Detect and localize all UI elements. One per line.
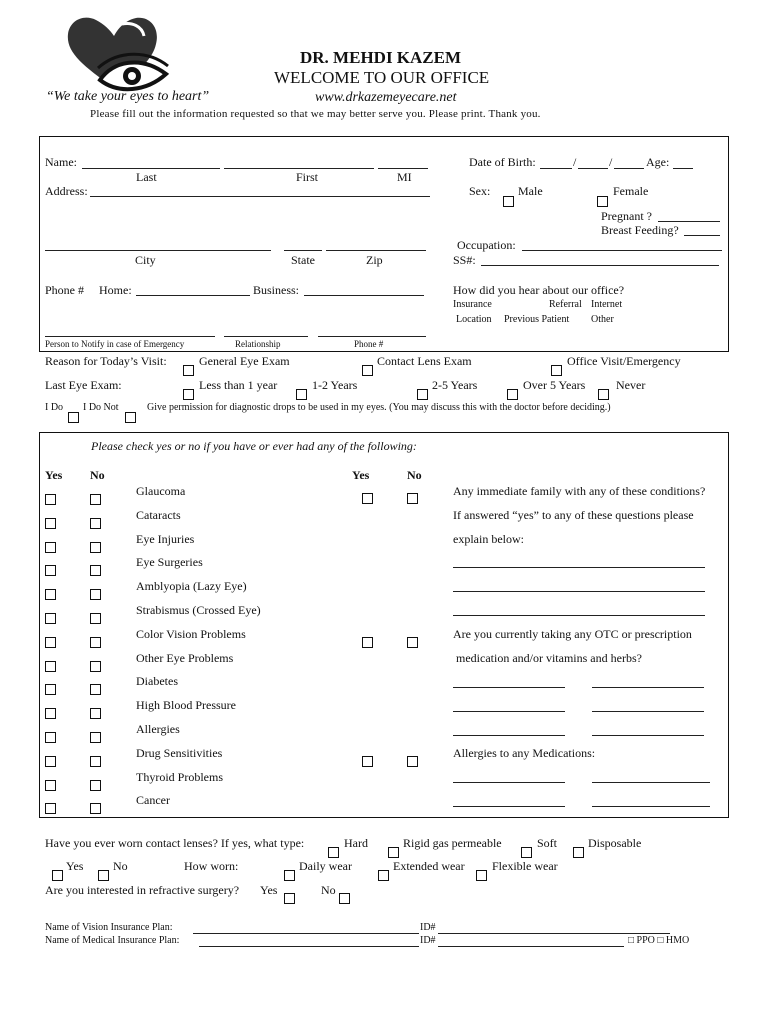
refractive-no-label: No xyxy=(321,883,336,897)
rgp-label: Rigid gas permeable xyxy=(403,836,502,850)
allergies-question: Allergies to any Medications: xyxy=(453,746,596,760)
address-label: Address: xyxy=(45,184,88,198)
contact-exam-label: Contact Lens Exam xyxy=(377,354,472,368)
hear-internet[interactable]: Internet xyxy=(591,299,623,310)
last-name-field[interactable] xyxy=(82,168,220,169)
over-5-label: Over 5 Years xyxy=(523,378,586,392)
condition-no-checkbox[interactable] xyxy=(90,494,101,505)
refractive-yes-checkbox[interactable] xyxy=(284,893,295,904)
soft-checkbox[interactable] xyxy=(521,847,532,858)
refractive-no-checkbox[interactable] xyxy=(339,893,350,904)
condition-no-checkbox[interactable] xyxy=(90,565,101,576)
i-do-not-label: I Do Not xyxy=(83,402,119,413)
family-explain-line1: If answered “yes” to any of these questions please xyxy=(453,508,694,522)
allergies-no-checkbox[interactable] xyxy=(407,756,418,767)
extended-wear-label: Extended wear xyxy=(393,859,465,873)
last-caption: Last xyxy=(136,170,157,184)
emergency-person-caption: Person to Notify in case of Emergency xyxy=(45,339,185,349)
occupation-label: Occupation: xyxy=(457,238,516,252)
emergency-person-field[interactable] xyxy=(45,336,215,337)
condition-no-checkbox[interactable] xyxy=(90,589,101,600)
instructions: Please fill out the information requested so that we may better serve you. Please print. Thank you. xyxy=(90,108,541,120)
med-line-3a[interactable] xyxy=(453,735,565,736)
pregnant-label: Pregnant ? xyxy=(601,209,652,223)
vision-insurance-field[interactable] xyxy=(193,933,419,934)
medical-insurance-label: Name of Medical Insurance Plan: xyxy=(45,935,180,946)
contacts-question: Have you ever worn contact lenses? If yes, what type: xyxy=(45,836,305,850)
general-exam-checkbox[interactable] xyxy=(183,365,194,376)
contacts-yes-checkbox[interactable] xyxy=(52,870,63,881)
medical-id-label: ID# xyxy=(420,935,436,946)
condition-no-checkbox[interactable] xyxy=(90,684,101,695)
extended-wear-checkbox[interactable] xyxy=(378,870,389,881)
refractive-question: Are you interested in refractive surgery? xyxy=(45,883,240,897)
condition-label: Thyroid Problems xyxy=(136,770,223,784)
breast-feeding-label: Breast Feeding? xyxy=(601,223,679,237)
flexible-wear-label: Flexible wear xyxy=(492,859,558,873)
tagline: “We take your eyes to heart” xyxy=(46,89,210,104)
hear-other[interactable]: Other xyxy=(591,314,614,325)
dob-year-field[interactable] xyxy=(614,168,644,169)
family-explain-line2: explain below: xyxy=(453,532,524,546)
explain-line-3[interactable] xyxy=(453,615,705,616)
condition-no-checkbox[interactable] xyxy=(90,518,101,529)
general-exam-label: General Eye Exam xyxy=(199,354,290,368)
welcome-heading: WELCOME TO OUR OFFICE xyxy=(274,68,490,87)
name-label: Name: xyxy=(45,155,77,169)
ppo-hmo-options[interactable]: □ PPO □ HMO xyxy=(628,935,690,946)
i-do-checkbox[interactable] xyxy=(68,412,79,423)
condition-no-checkbox[interactable] xyxy=(90,732,101,743)
rgp-checkbox[interactable] xyxy=(388,847,399,858)
condition-no-checkbox[interactable] xyxy=(90,708,101,719)
vision-id-label: ID# xyxy=(420,922,436,933)
allergy-line-1a[interactable] xyxy=(453,782,565,783)
dob-month-field[interactable] xyxy=(540,168,572,169)
business-phone-field[interactable] xyxy=(304,295,424,296)
daily-wear-label: Daily wear xyxy=(299,859,352,873)
dob-slash-1: / xyxy=(573,155,577,169)
never-checkbox[interactable] xyxy=(598,389,609,400)
less-than-1-label: Less than 1 year xyxy=(199,378,278,392)
condition-yes-checkbox[interactable] xyxy=(45,637,56,648)
doctor-name: DR. MEHDI KAZEM xyxy=(300,48,462,67)
mi-field[interactable] xyxy=(378,168,428,169)
business-phone-label: Business: xyxy=(253,283,300,297)
hear-about-label: How did you hear about our office? xyxy=(453,283,625,297)
condition-label: Color Vision Problems xyxy=(136,627,246,641)
condition-label: High Blood Pressure xyxy=(136,698,236,712)
no-header-family: No xyxy=(407,468,422,482)
family-question: Any immediate family with any of these conditions? xyxy=(453,484,706,498)
condition-no-checkbox[interactable] xyxy=(90,780,101,791)
home-phone-label: Home: xyxy=(99,283,132,297)
allergy-line-2b[interactable] xyxy=(592,806,710,807)
female-checkbox[interactable] xyxy=(597,196,608,207)
contacts-no-checkbox[interactable] xyxy=(98,870,109,881)
medical-id-field[interactable] xyxy=(438,946,624,947)
heart-eye-logo xyxy=(62,10,172,96)
over-5-checkbox[interactable] xyxy=(507,389,518,400)
zip-caption: Zip xyxy=(366,253,383,267)
yes-header: Yes xyxy=(45,468,63,482)
allergies-yes-checkbox[interactable] xyxy=(362,756,373,767)
condition-no-checkbox[interactable] xyxy=(90,661,101,672)
ssn-field[interactable] xyxy=(481,265,719,266)
website[interactable]: www.drkazemeyecare.net xyxy=(315,90,457,105)
otc-question-line1: Are you currently taking any OTC or prescription xyxy=(453,627,692,641)
allergy-line-1b[interactable] xyxy=(592,782,710,783)
condition-yes-checkbox[interactable] xyxy=(45,542,56,553)
male-checkbox[interactable] xyxy=(503,196,514,207)
otc-yes-checkbox[interactable] xyxy=(362,637,373,648)
city-field[interactable] xyxy=(45,250,271,251)
condition-label: Glaucoma xyxy=(136,484,186,498)
hear-location[interactable]: Location xyxy=(456,314,492,325)
med-line-2a[interactable] xyxy=(453,711,565,712)
condition-no-checkbox[interactable] xyxy=(90,613,101,624)
allergy-line-2a[interactable] xyxy=(453,806,565,807)
never-label: Never xyxy=(616,378,646,392)
condition-yes-checkbox[interactable] xyxy=(45,780,56,791)
disposable-checkbox[interactable] xyxy=(573,847,584,858)
med-line-2b[interactable] xyxy=(592,711,704,712)
relationship-field[interactable] xyxy=(224,336,308,337)
medical-insurance-field[interactable] xyxy=(199,946,419,947)
condition-label: Diabetes xyxy=(136,674,178,688)
condition-yes-checkbox[interactable] xyxy=(45,661,56,672)
contacts-yes-label: Yes xyxy=(66,859,84,873)
sex-label: Sex: xyxy=(469,184,491,198)
male-label: Male xyxy=(518,184,543,198)
less-than-1-checkbox[interactable] xyxy=(183,389,194,400)
condition-yes-checkbox[interactable] xyxy=(45,518,56,529)
phone-label: Phone # xyxy=(45,283,84,297)
explain-line-2[interactable] xyxy=(453,591,705,592)
office-visit-label: Office Visit/Emergency xyxy=(567,354,681,368)
consent-text: Give permission for diagnostic drops to be used in my eyes. (You may discuss this with the doctor before deciding.) xyxy=(147,402,611,413)
condition-yes-checkbox[interactable] xyxy=(45,708,56,719)
dob-day-field[interactable] xyxy=(578,168,608,169)
history-prompt: Please check yes or no if you have or ever had any of the following: xyxy=(91,439,417,453)
city-caption: City xyxy=(135,253,156,267)
condition-yes-checkbox[interactable] xyxy=(45,494,56,505)
condition-yes-checkbox[interactable] xyxy=(45,756,56,767)
state-field[interactable] xyxy=(284,250,322,251)
condition-label: Allergies xyxy=(136,722,180,736)
hear-referral[interactable]: Referral xyxy=(549,299,582,310)
zip-field[interactable] xyxy=(326,250,426,251)
condition-yes-checkbox[interactable] xyxy=(45,613,56,624)
first-caption: First xyxy=(296,170,319,184)
last-exam-label: Last Eye Exam: xyxy=(45,378,122,392)
first-name-field[interactable] xyxy=(224,168,374,169)
how-worn-label: How worn: xyxy=(184,859,239,873)
state-caption: State xyxy=(291,253,315,267)
reason-label: Reason for Today’s Visit: xyxy=(45,354,167,368)
ssn-label: SS#: xyxy=(453,253,476,267)
vision-id-field[interactable] xyxy=(438,933,670,934)
1-2-years-checkbox[interactable] xyxy=(296,389,307,400)
dob-label: Date of Birth: xyxy=(469,155,536,169)
condition-no-checkbox[interactable] xyxy=(90,756,101,767)
yes-header-family: Yes xyxy=(352,468,370,482)
contact-exam-checkbox[interactable] xyxy=(362,365,373,376)
breast-feeding-field[interactable] xyxy=(684,235,720,236)
condition-label: Cataracts xyxy=(136,508,181,522)
emergency-phone-field[interactable] xyxy=(318,336,426,337)
office-visit-checkbox[interactable] xyxy=(551,365,562,376)
otc-question-line2: medication and/or vitamins and herbs? xyxy=(456,651,642,665)
2-5-years-label: 2-5 Years xyxy=(432,378,478,392)
hard-checkbox[interactable] xyxy=(328,847,339,858)
home-phone-field[interactable] xyxy=(136,295,250,296)
refractive-yes-label: Yes xyxy=(260,883,278,897)
relationship-caption: Relationship xyxy=(235,339,281,349)
condition-label: Strabismus (Crossed Eye) xyxy=(136,603,261,617)
med-line-3b[interactable] xyxy=(592,735,704,736)
age-label: Age: xyxy=(646,155,670,169)
condition-label: Cancer xyxy=(136,793,170,807)
female-label: Female xyxy=(613,184,649,198)
1-2-years-label: 1-2 Years xyxy=(312,378,358,392)
condition-label: Eye Surgeries xyxy=(136,555,203,569)
condition-yes-checkbox[interactable] xyxy=(45,732,56,743)
condition-no-checkbox[interactable] xyxy=(90,803,101,814)
condition-no-checkbox[interactable] xyxy=(90,542,101,553)
med-line-1a[interactable] xyxy=(453,687,565,688)
condition-label: Drug Sensitivities xyxy=(136,746,223,760)
soft-label: Soft xyxy=(537,836,558,850)
contacts-no-label: No xyxy=(113,859,128,873)
family-yes-checkbox[interactable] xyxy=(362,493,373,504)
2-5-years-checkbox[interactable] xyxy=(417,389,428,400)
hear-previous-patient[interactable]: Previous Patient xyxy=(504,314,570,325)
i-do-not-checkbox[interactable] xyxy=(125,412,136,423)
i-do-label: I Do xyxy=(45,402,64,413)
condition-yes-checkbox[interactable] xyxy=(45,684,56,695)
condition-yes-checkbox[interactable] xyxy=(45,565,56,576)
hear-insurance[interactable]: Insurance xyxy=(453,299,492,310)
address-field[interactable] xyxy=(90,196,430,197)
dob-slash-2: / xyxy=(609,155,613,169)
condition-no-checkbox[interactable] xyxy=(90,637,101,648)
occupation-field[interactable] xyxy=(522,250,722,251)
age-field[interactable] xyxy=(673,168,693,169)
condition-yes-checkbox[interactable] xyxy=(45,589,56,600)
flexible-wear-checkbox[interactable] xyxy=(476,870,487,881)
hard-label: Hard xyxy=(344,836,368,850)
no-header: No xyxy=(90,468,105,482)
condition-label: Other Eye Problems xyxy=(136,651,234,665)
condition-label: Eye Injuries xyxy=(136,532,195,546)
otc-no-checkbox[interactable] xyxy=(407,637,418,648)
condition-yes-checkbox[interactable] xyxy=(45,803,56,814)
family-no-checkbox[interactable] xyxy=(407,493,418,504)
emergency-phone-caption: Phone # xyxy=(354,339,384,349)
explain-line-1[interactable] xyxy=(453,567,705,568)
mi-caption: MI xyxy=(397,170,412,184)
med-line-1b[interactable] xyxy=(592,687,704,688)
condition-label: Amblyopia (Lazy Eye) xyxy=(136,579,247,593)
vision-insurance-label: Name of Vision Insurance Plan: xyxy=(45,922,173,933)
daily-wear-checkbox[interactable] xyxy=(284,870,295,881)
pregnant-field[interactable] xyxy=(658,221,720,222)
disposable-label: Disposable xyxy=(588,836,642,850)
